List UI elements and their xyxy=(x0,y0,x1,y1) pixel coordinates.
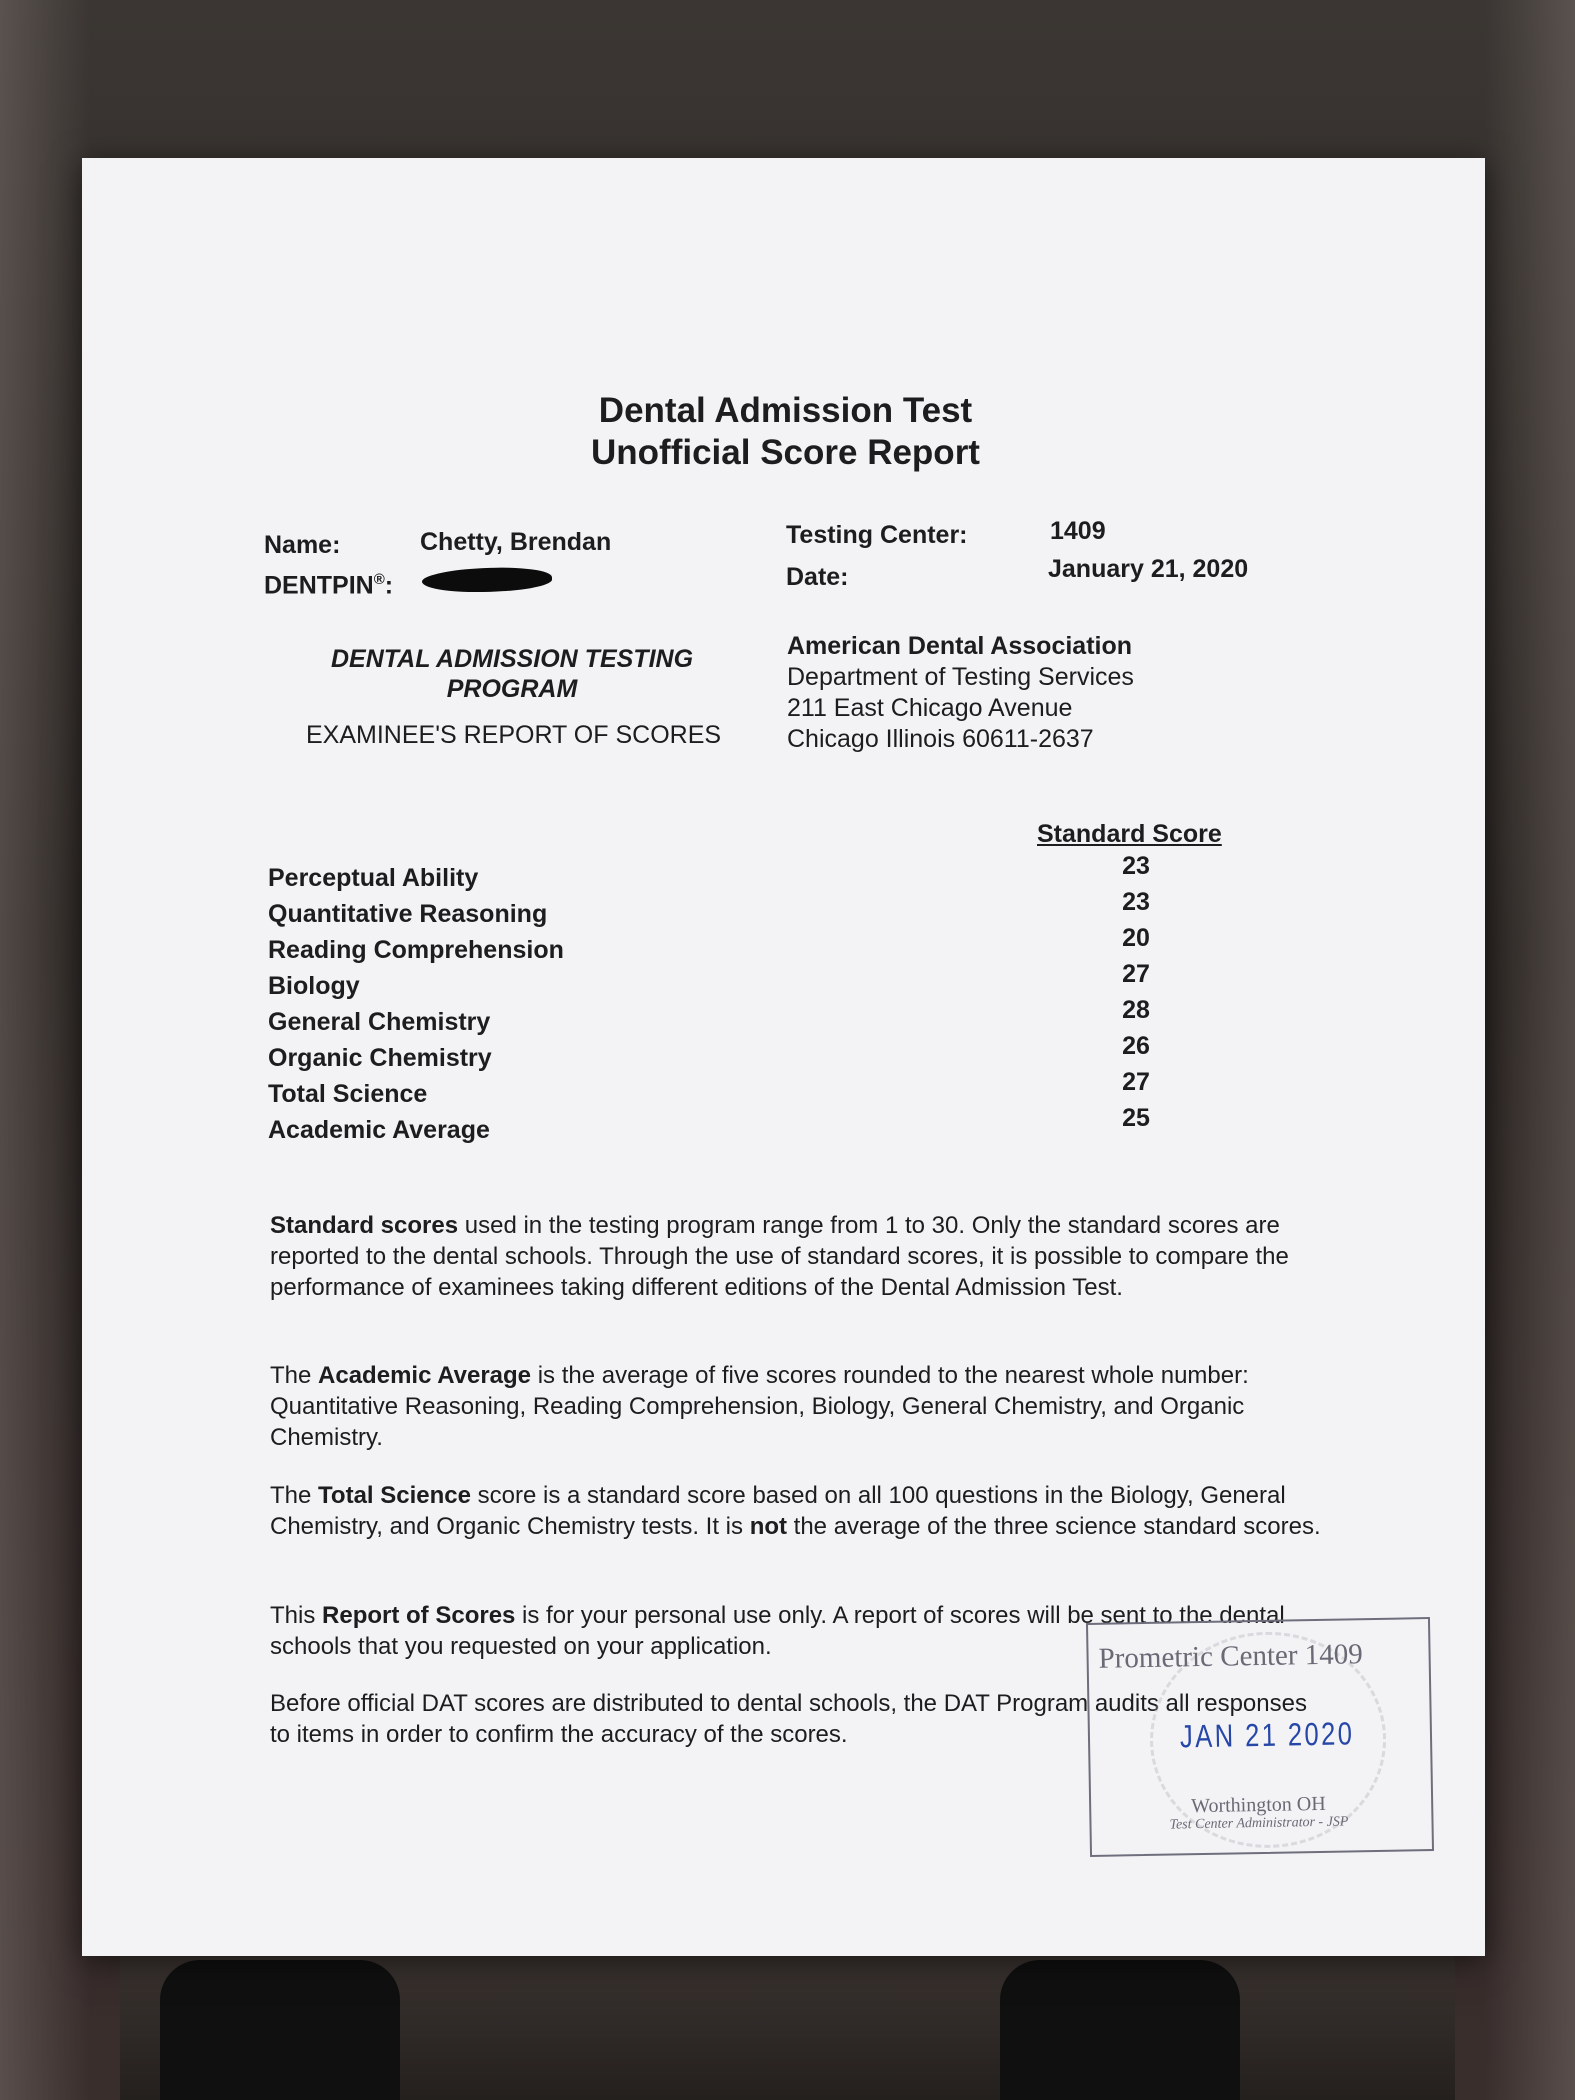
prometric-stamp xyxy=(1086,1617,1434,1857)
note-text: The xyxy=(270,1362,319,1389)
registered-mark: ® xyxy=(373,571,385,588)
ada-department: Department of Testing Services xyxy=(787,663,1134,691)
total-science-note xyxy=(270,1480,1330,1542)
subject-label: Perceptual Ability xyxy=(268,864,479,892)
report-of-scores-title: EXAMINEE'S REPORT OF SCORES xyxy=(306,721,722,749)
score-list xyxy=(1106,848,1166,1136)
shoe-left xyxy=(160,1960,400,2100)
shoe-right xyxy=(1000,1960,1240,2100)
score-value: 27 xyxy=(1122,1068,1150,1096)
stamp-city: Worthington OH xyxy=(1191,1792,1326,1818)
ada-name: American Dental Association xyxy=(787,632,1133,660)
testing-center-label: Testing Center: xyxy=(786,521,968,549)
score-value: 23 xyxy=(1122,852,1150,880)
dentpin-label-text: DENTPIN xyxy=(264,571,374,600)
note-text: This xyxy=(270,1602,323,1629)
subject-label: General Chemistry xyxy=(268,1008,491,1036)
date-value: January 21, 2020 xyxy=(1048,555,1249,583)
standard-score-header: Standard Score xyxy=(1037,820,1222,848)
ada-address xyxy=(787,631,1134,755)
testing-center-value: 1409 xyxy=(1050,517,1106,545)
subject-label: Biology xyxy=(268,972,360,1000)
note-bold: not xyxy=(749,1513,787,1540)
subject-list xyxy=(268,860,564,1148)
name-value: Chetty, Brendan xyxy=(420,528,612,556)
date-label: Date: xyxy=(786,563,849,591)
note-bold: Report of Scores xyxy=(322,1602,516,1629)
standard-scores-note xyxy=(270,1210,1330,1303)
academic-average-note xyxy=(270,1360,1330,1453)
audit-note: Before official DAT scores are distributed to dental schools, the DAT Program audits all responses to items in order to confirm the accuracy of the scores. xyxy=(270,1690,1307,1748)
note-bold: Academic Average xyxy=(318,1362,532,1389)
score-value: 26 xyxy=(1122,1032,1150,1060)
report-title: Dental Admission Test xyxy=(598,391,973,430)
subject-label: Quantitative Reasoning xyxy=(268,900,548,928)
glass-edge-left xyxy=(0,0,90,2100)
score-value: 25 xyxy=(1122,1104,1150,1132)
score-value: 23 xyxy=(1122,888,1150,916)
subject-label: Reading Comprehension xyxy=(268,936,564,964)
note-text: The xyxy=(270,1482,319,1509)
redacted-dentpin xyxy=(421,565,552,596)
note-text: is the average of five scores rounded to the nearest whole number: Quantitative Reasoning, Reading Comprehension, Biology, General Chemistry, and Organic Chemistry. xyxy=(270,1362,1249,1451)
note-text: the average of the three science standard scores. xyxy=(787,1513,1321,1540)
subject-label: Academic Average xyxy=(268,1116,490,1144)
subject-label: Total Science xyxy=(268,1080,428,1108)
note-text: is for your personal use only. A report of scores will be sent to the dental schools that you requested on your application. xyxy=(270,1602,1285,1660)
ada-street: 211 East Chicago Avenue xyxy=(787,694,1073,722)
stamp-admin-signature: Test Center Administrator - JSP xyxy=(1169,1814,1349,1833)
note-text: used in the testing program range from 1 to 30. Only the standard scores are reported to the dental schools. Through the use of standard scores, it is possible to compare the performance of examinees taking different editions of the Dental Admission Test. xyxy=(270,1212,1289,1301)
stamp-date: JAN 21 2020 xyxy=(1179,1715,1355,1755)
score-report-paper xyxy=(82,158,1485,1956)
note-bold: Total Science xyxy=(318,1482,471,1509)
program-name: DENTAL ADMISSION TESTING PROGRAM xyxy=(330,645,694,703)
subject-label: Organic Chemistry xyxy=(268,1044,492,1072)
glass-edge-right xyxy=(1485,0,1575,2100)
name-label: Name: xyxy=(264,531,341,559)
report-subtitle: Unofficial Score Report xyxy=(591,433,980,472)
note-bold: Standard scores xyxy=(270,1212,459,1239)
dentpin-label xyxy=(264,571,393,600)
ada-city: Chicago Illinois 60611-2637 xyxy=(787,725,1094,753)
dentpin-colon: : xyxy=(384,571,394,600)
note-text: score is a standard score based on all 100 questions in the Biology, General Chemistry, and Organic Chemistry tests. It is xyxy=(270,1482,1286,1540)
score-value: 27 xyxy=(1122,960,1150,988)
score-value: 28 xyxy=(1122,996,1150,1024)
stamp-center-name: Prometric Center 1409 xyxy=(1098,1638,1364,1675)
score-value: 20 xyxy=(1122,924,1150,952)
